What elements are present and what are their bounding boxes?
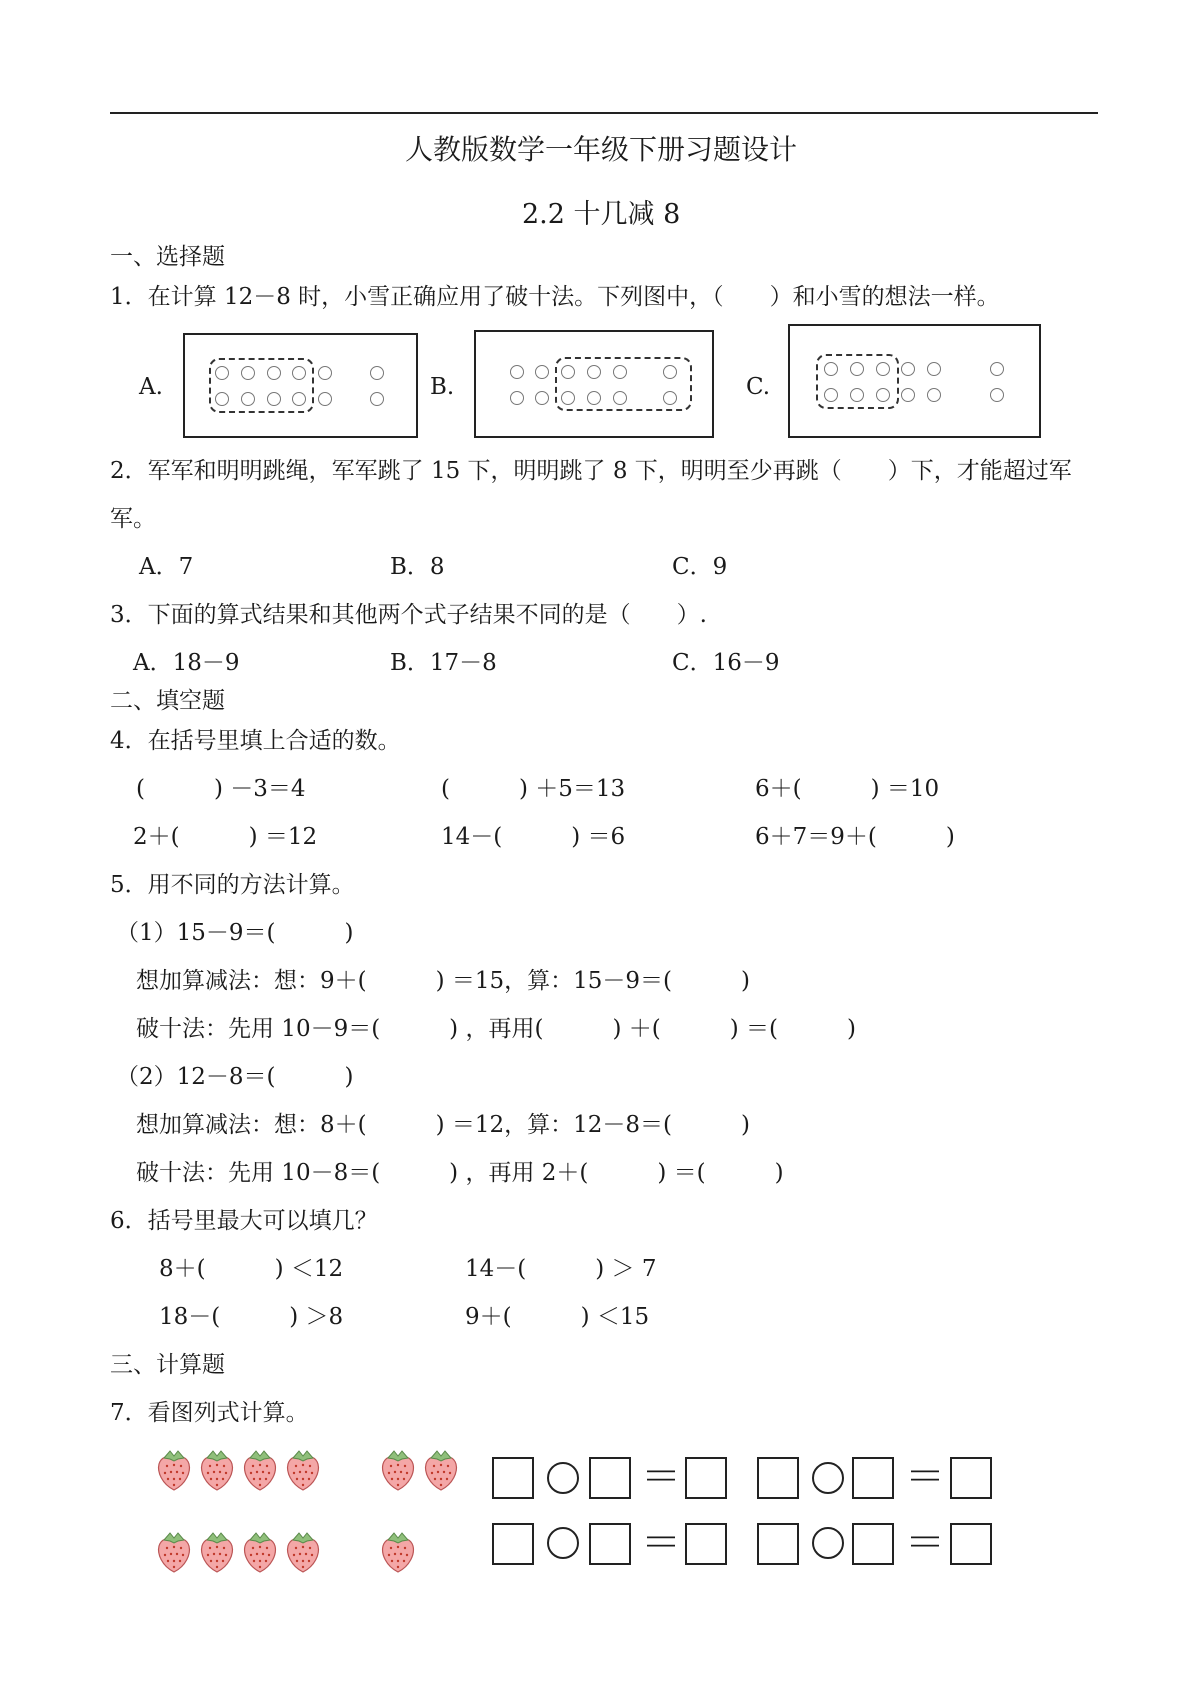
q4-item: ( ) －3＝4 <box>136 776 306 802</box>
operator-circle[interactable] <box>547 1462 579 1494</box>
q3-option-b: B．17－8 <box>390 650 497 676</box>
strawberry-icon <box>423 1448 459 1492</box>
counter-circle <box>561 365 575 379</box>
question-4-text: 4．在括号里填上合适的数。 <box>110 728 401 754</box>
q5-part-1-method-b: 破十法：先用 10－9＝( ) ，再用( ) ＋( ) ＝( ) <box>136 1016 856 1042</box>
q3-option-c: C．16－9 <box>672 650 780 676</box>
equals-sign: ＝ <box>905 1454 945 1500</box>
q1-option-b-label: B. <box>430 374 455 400</box>
equals-sign: ＝ <box>641 1520 681 1566</box>
q5-part-2-method-b: 破十法：先用 10－8＝( ) ，再用 2＋( ) ＝( ) <box>136 1160 784 1186</box>
answer-box[interactable] <box>852 1457 894 1499</box>
counter-circle <box>370 366 384 380</box>
page-title: 人教版数学一年级下册习题设计 <box>405 133 798 166</box>
header-rule <box>110 112 1098 114</box>
question-2-text-line2: 军。 <box>110 506 156 532</box>
counter-circle <box>824 388 838 402</box>
answer-box[interactable] <box>589 1523 631 1565</box>
section-heading-3: 三、计算题 <box>110 1352 225 1378</box>
counter-circle <box>927 362 941 376</box>
q1-figure-a <box>183 333 418 438</box>
q6-item: 8＋( ) ＜12 <box>159 1256 344 1282</box>
counter-circle <box>535 365 549 379</box>
section-heading-1: 一、选择题 <box>110 244 225 270</box>
question-3-text: 3．下面的算式结果和其他两个式子结果不同的是（ ）. <box>110 602 707 628</box>
counter-circle <box>561 391 575 405</box>
q2-option-a: A．7 <box>139 554 194 580</box>
q5-part-1: （1）15－9＝( ) <box>116 920 354 946</box>
counter-circle <box>215 366 229 380</box>
operator-circle[interactable] <box>547 1527 579 1559</box>
question-6-text: 6．括号里最大可以填几？ <box>110 1208 378 1234</box>
counter-circle <box>850 388 864 402</box>
strawberry-icon <box>242 1448 278 1492</box>
answer-box[interactable] <box>685 1523 727 1565</box>
strawberry-icon <box>285 1448 321 1492</box>
q3-option-a: A．18－9 <box>133 650 240 676</box>
counter-circle <box>663 391 677 405</box>
counter-circle <box>292 392 306 406</box>
q5-part-1-method-a: 想加算减法：想：9＋( ) ＝15，算：15－9＝( ) <box>136 968 751 994</box>
q4-item: 14－( ) ＝6 <box>441 824 626 850</box>
operator-circle[interactable] <box>812 1527 844 1559</box>
counter-circle <box>990 388 1004 402</box>
section-heading-2: 二、填空题 <box>110 688 225 714</box>
counter-circle <box>613 365 627 379</box>
answer-box[interactable] <box>492 1523 534 1565</box>
strawberry-icon <box>380 1448 416 1492</box>
q5-part-2-method-a: 想加算减法：想：8＋( ) ＝12，算：12－8＝( ) <box>136 1112 751 1138</box>
question-1-text: 1．在计算 12－8 时，小雪正确应用了破十法。下列图中，（ ）和小雪的想法一样。 <box>110 284 1000 310</box>
strawberry-icon <box>156 1448 192 1492</box>
strawberry-icon <box>242 1530 278 1574</box>
q4-item: 6＋7＝9＋( ) <box>755 824 955 850</box>
counter-circle <box>215 392 229 406</box>
q6-item: 14－( ) ＞ 7 <box>465 1256 657 1282</box>
strawberry-icon <box>199 1448 235 1492</box>
q1-option-c-label: C. <box>746 374 771 400</box>
counter-circle <box>901 388 915 402</box>
q2-option-c: C．9 <box>672 554 728 580</box>
counter-circle <box>318 392 332 406</box>
answer-box[interactable] <box>589 1457 631 1499</box>
q5-part-2: （2）12－8＝( ) <box>116 1064 354 1090</box>
counter-circle <box>587 391 601 405</box>
answer-box[interactable] <box>852 1523 894 1565</box>
q1-option-a-label: A. <box>139 374 163 400</box>
counter-circle <box>613 391 627 405</box>
question-5-text: 5．用不同的方法计算。 <box>110 872 355 898</box>
strawberry-icon <box>285 1530 321 1574</box>
equals-sign: ＝ <box>641 1454 681 1500</box>
q4-item: 6＋( ) ＝10 <box>755 776 940 802</box>
strawberry-icon <box>199 1530 235 1574</box>
q6-item: 18－( ) ＞8 <box>159 1304 344 1330</box>
counter-circle <box>318 366 332 380</box>
question-7-text: 7．看图列式计算。 <box>110 1400 309 1426</box>
answer-box[interactable] <box>757 1457 799 1499</box>
counter-circle <box>241 366 255 380</box>
q4-item: ( ) ＋5＝13 <box>441 776 626 802</box>
counter-circle <box>990 362 1004 376</box>
counter-circle <box>850 362 864 376</box>
operator-circle[interactable] <box>812 1462 844 1494</box>
counter-circle <box>535 391 549 405</box>
question-2-text-line1: 2．军军和明明跳绳，军军跳了 15 下，明明跳了 8 下，明明至少再跳（ ）下，才能超过军 <box>110 458 1072 484</box>
counter-circle <box>510 365 524 379</box>
q6-item: 9＋( ) ＜15 <box>465 1304 650 1330</box>
q2-option-b: B．8 <box>390 554 445 580</box>
equals-sign: ＝ <box>905 1520 945 1566</box>
answer-box[interactable] <box>492 1457 534 1499</box>
q4-item: 2＋( ) ＝12 <box>133 824 318 850</box>
counter-circle <box>267 366 281 380</box>
counter-circle <box>587 365 601 379</box>
counter-circle <box>663 365 677 379</box>
counter-circle <box>927 388 941 402</box>
answer-box[interactable] <box>950 1523 992 1565</box>
counter-circle <box>876 388 890 402</box>
answer-box[interactable] <box>685 1457 727 1499</box>
strawberry-icon <box>380 1530 416 1574</box>
q1-figure-b <box>474 330 714 438</box>
counter-circle <box>370 392 384 406</box>
counter-circle <box>824 362 838 376</box>
counter-circle <box>292 366 306 380</box>
counter-circle <box>267 392 281 406</box>
answer-box[interactable] <box>757 1523 799 1565</box>
counter-circle <box>901 362 915 376</box>
page-subtitle: 2.2 十几减 8 <box>522 199 681 230</box>
counter-circle <box>241 392 255 406</box>
strawberry-icon <box>156 1530 192 1574</box>
counter-circle <box>876 362 890 376</box>
answer-box[interactable] <box>950 1457 992 1499</box>
q1-figure-c <box>788 324 1041 438</box>
counter-circle <box>510 391 524 405</box>
